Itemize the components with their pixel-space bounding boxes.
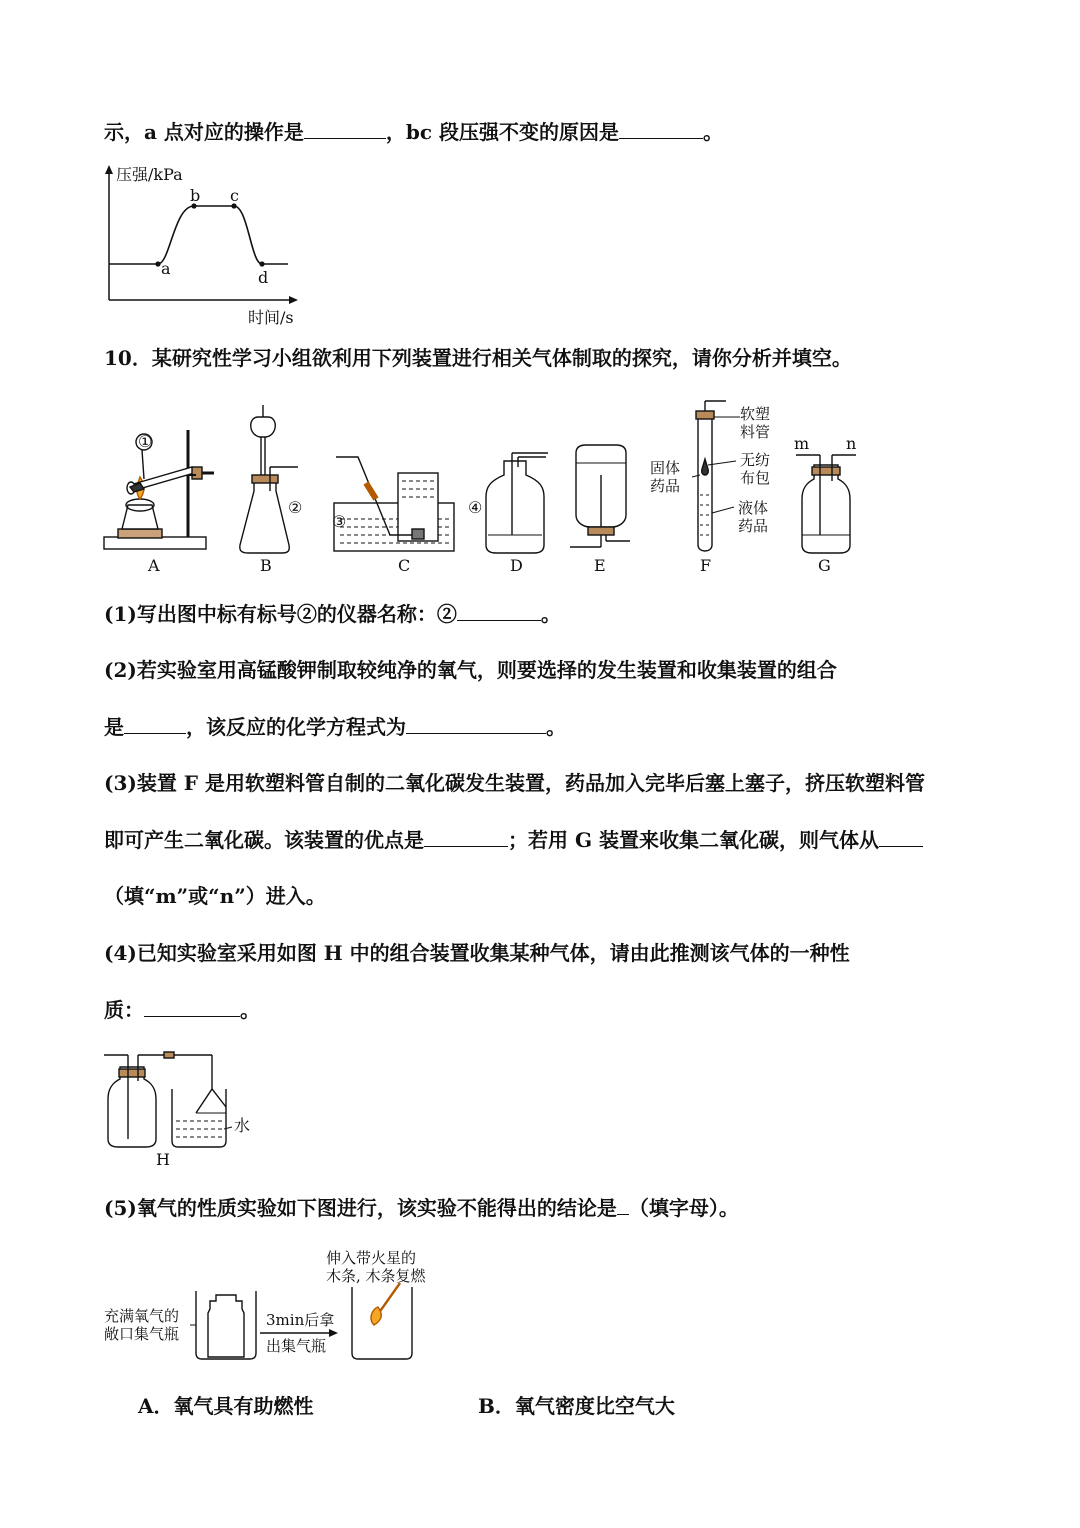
- blank-equation[interactable]: [406, 713, 546, 734]
- f-label-tube-2: 料管: [740, 423, 771, 441]
- fig5-arrow-1: 3min后拿: [266, 1311, 335, 1329]
- q10-title: 10．某研究性学习小组欲利用下列装置进行相关气体制取的探究，请你分析并填空。: [104, 346, 852, 370]
- q10-part3-line2: 即可产生二氧化碳。该装置的优点是 ；若用 G 装置来收集二氧化碳，则气体从: [104, 826, 923, 854]
- blank-conclusion[interactable]: [617, 1194, 629, 1215]
- mark-2: ②: [288, 498, 303, 517]
- f-label-cloth-2: 布包: [740, 469, 771, 487]
- q10-part3-line1: (3)装置 F 是用软塑料管自制的二氧化碳发生装置，药品加入完毕后塞上塞子，挤压软塑料管: [104, 771, 925, 795]
- label-a: a: [161, 259, 171, 278]
- label-c: c: [230, 186, 239, 205]
- blank-gas-inlet[interactable]: [879, 826, 923, 847]
- blank-bc-reason[interactable]: [619, 118, 703, 139]
- q10-part1: (1)写出图中标有标号②的仪器名称：② 。: [104, 602, 561, 626]
- fig5-left-2: 敞口集气瓶: [104, 1325, 180, 1343]
- q10-part5: (5)氧气的性质实验如下图进行，该实验不能得出的结论是 （填字母）。: [104, 1196, 739, 1220]
- apparatus-g: [796, 455, 856, 553]
- point-d: [259, 261, 264, 266]
- label-A: A: [148, 556, 160, 575]
- apparatus-d: [486, 453, 548, 553]
- q10-part2-line2: 是 ，该反应的化学方程式为 。: [104, 715, 566, 739]
- h-label: H: [156, 1150, 170, 1169]
- label-E: E: [594, 556, 606, 575]
- label-B: B: [260, 556, 272, 575]
- oxygen-property-figure: [100, 1245, 460, 1370]
- f-label-solid-1: 固体: [650, 459, 681, 477]
- mark-3: ③: [332, 512, 347, 531]
- blank-advantage[interactable]: [424, 826, 508, 847]
- intro-line: 示，a 点对应的操作是 ，bc 段压强不变的原因是 。: [104, 120, 724, 144]
- option-a[interactable]: A．氧气具有助燃性: [138, 1394, 314, 1418]
- fig5-left-1: 充满氧气的: [104, 1307, 180, 1325]
- g-label-n: n: [846, 434, 857, 453]
- h-water-label: 水: [234, 1116, 251, 1135]
- point-a: [155, 261, 160, 266]
- apparatus-f: [692, 401, 740, 551]
- apparatus-figure: [100, 395, 880, 580]
- f-label-solid-2: 药品: [650, 477, 681, 495]
- f-label-cloth-1: 无纺: [740, 451, 771, 469]
- q10-part4-line1: (4)已知实验室采用如图 H 中的组合装置收集某种气体，请由此推测该气体的一种性: [104, 941, 850, 965]
- fig5-arrow-2: 出集气瓶: [266, 1337, 327, 1355]
- f-label-liquid-1: 液体: [738, 499, 769, 517]
- apparatus-c: [334, 457, 454, 551]
- blank-a-operation[interactable]: [304, 118, 386, 139]
- blank-instrument-name[interactable]: [457, 600, 541, 621]
- f-label-tube-1: 软塑: [740, 405, 771, 423]
- mark-1: ①: [138, 432, 153, 451]
- option-b[interactable]: B．氧气密度比空气大: [478, 1394, 675, 1418]
- pressure-time-chart: [96, 160, 316, 330]
- apparatus-e: [570, 445, 630, 547]
- mark-4: ④: [468, 498, 483, 517]
- label-b: b: [190, 186, 201, 205]
- q10-part4-line2: 质： 。: [104, 998, 260, 1022]
- apparatus-h-figure: [100, 1045, 260, 1170]
- y-axis-arrow: [105, 165, 113, 174]
- label-G: G: [818, 556, 831, 575]
- blank-gas-property[interactable]: [144, 996, 240, 1017]
- label-F: F: [700, 556, 712, 575]
- label-C: C: [398, 556, 411, 575]
- fig5-top-2: 木条, 木条复燃: [326, 1267, 426, 1285]
- apparatus-b: [240, 405, 298, 553]
- x-axis-label: 时间/s: [248, 308, 294, 327]
- q10-part3-line3: （填“m”或“n”）进入。: [104, 884, 326, 908]
- blank-device-combo[interactable]: [124, 713, 186, 734]
- g-label-m: m: [794, 434, 810, 453]
- pressure-curve: [109, 206, 288, 264]
- label-D: D: [510, 556, 523, 575]
- x-axis-arrow: [289, 296, 298, 304]
- fig5-top-1: 伸入带火星的: [326, 1249, 417, 1267]
- q10-part2-line1: (2)若实验室用高锰酸钾制取较纯净的氧气，则要选择的发生装置和收集装置的组合: [104, 658, 837, 682]
- apparatus-a: [104, 430, 214, 549]
- y-axis-label: 压强/kPa: [116, 165, 183, 184]
- label-d: d: [258, 268, 269, 287]
- f-label-liquid-2: 药品: [738, 517, 769, 535]
